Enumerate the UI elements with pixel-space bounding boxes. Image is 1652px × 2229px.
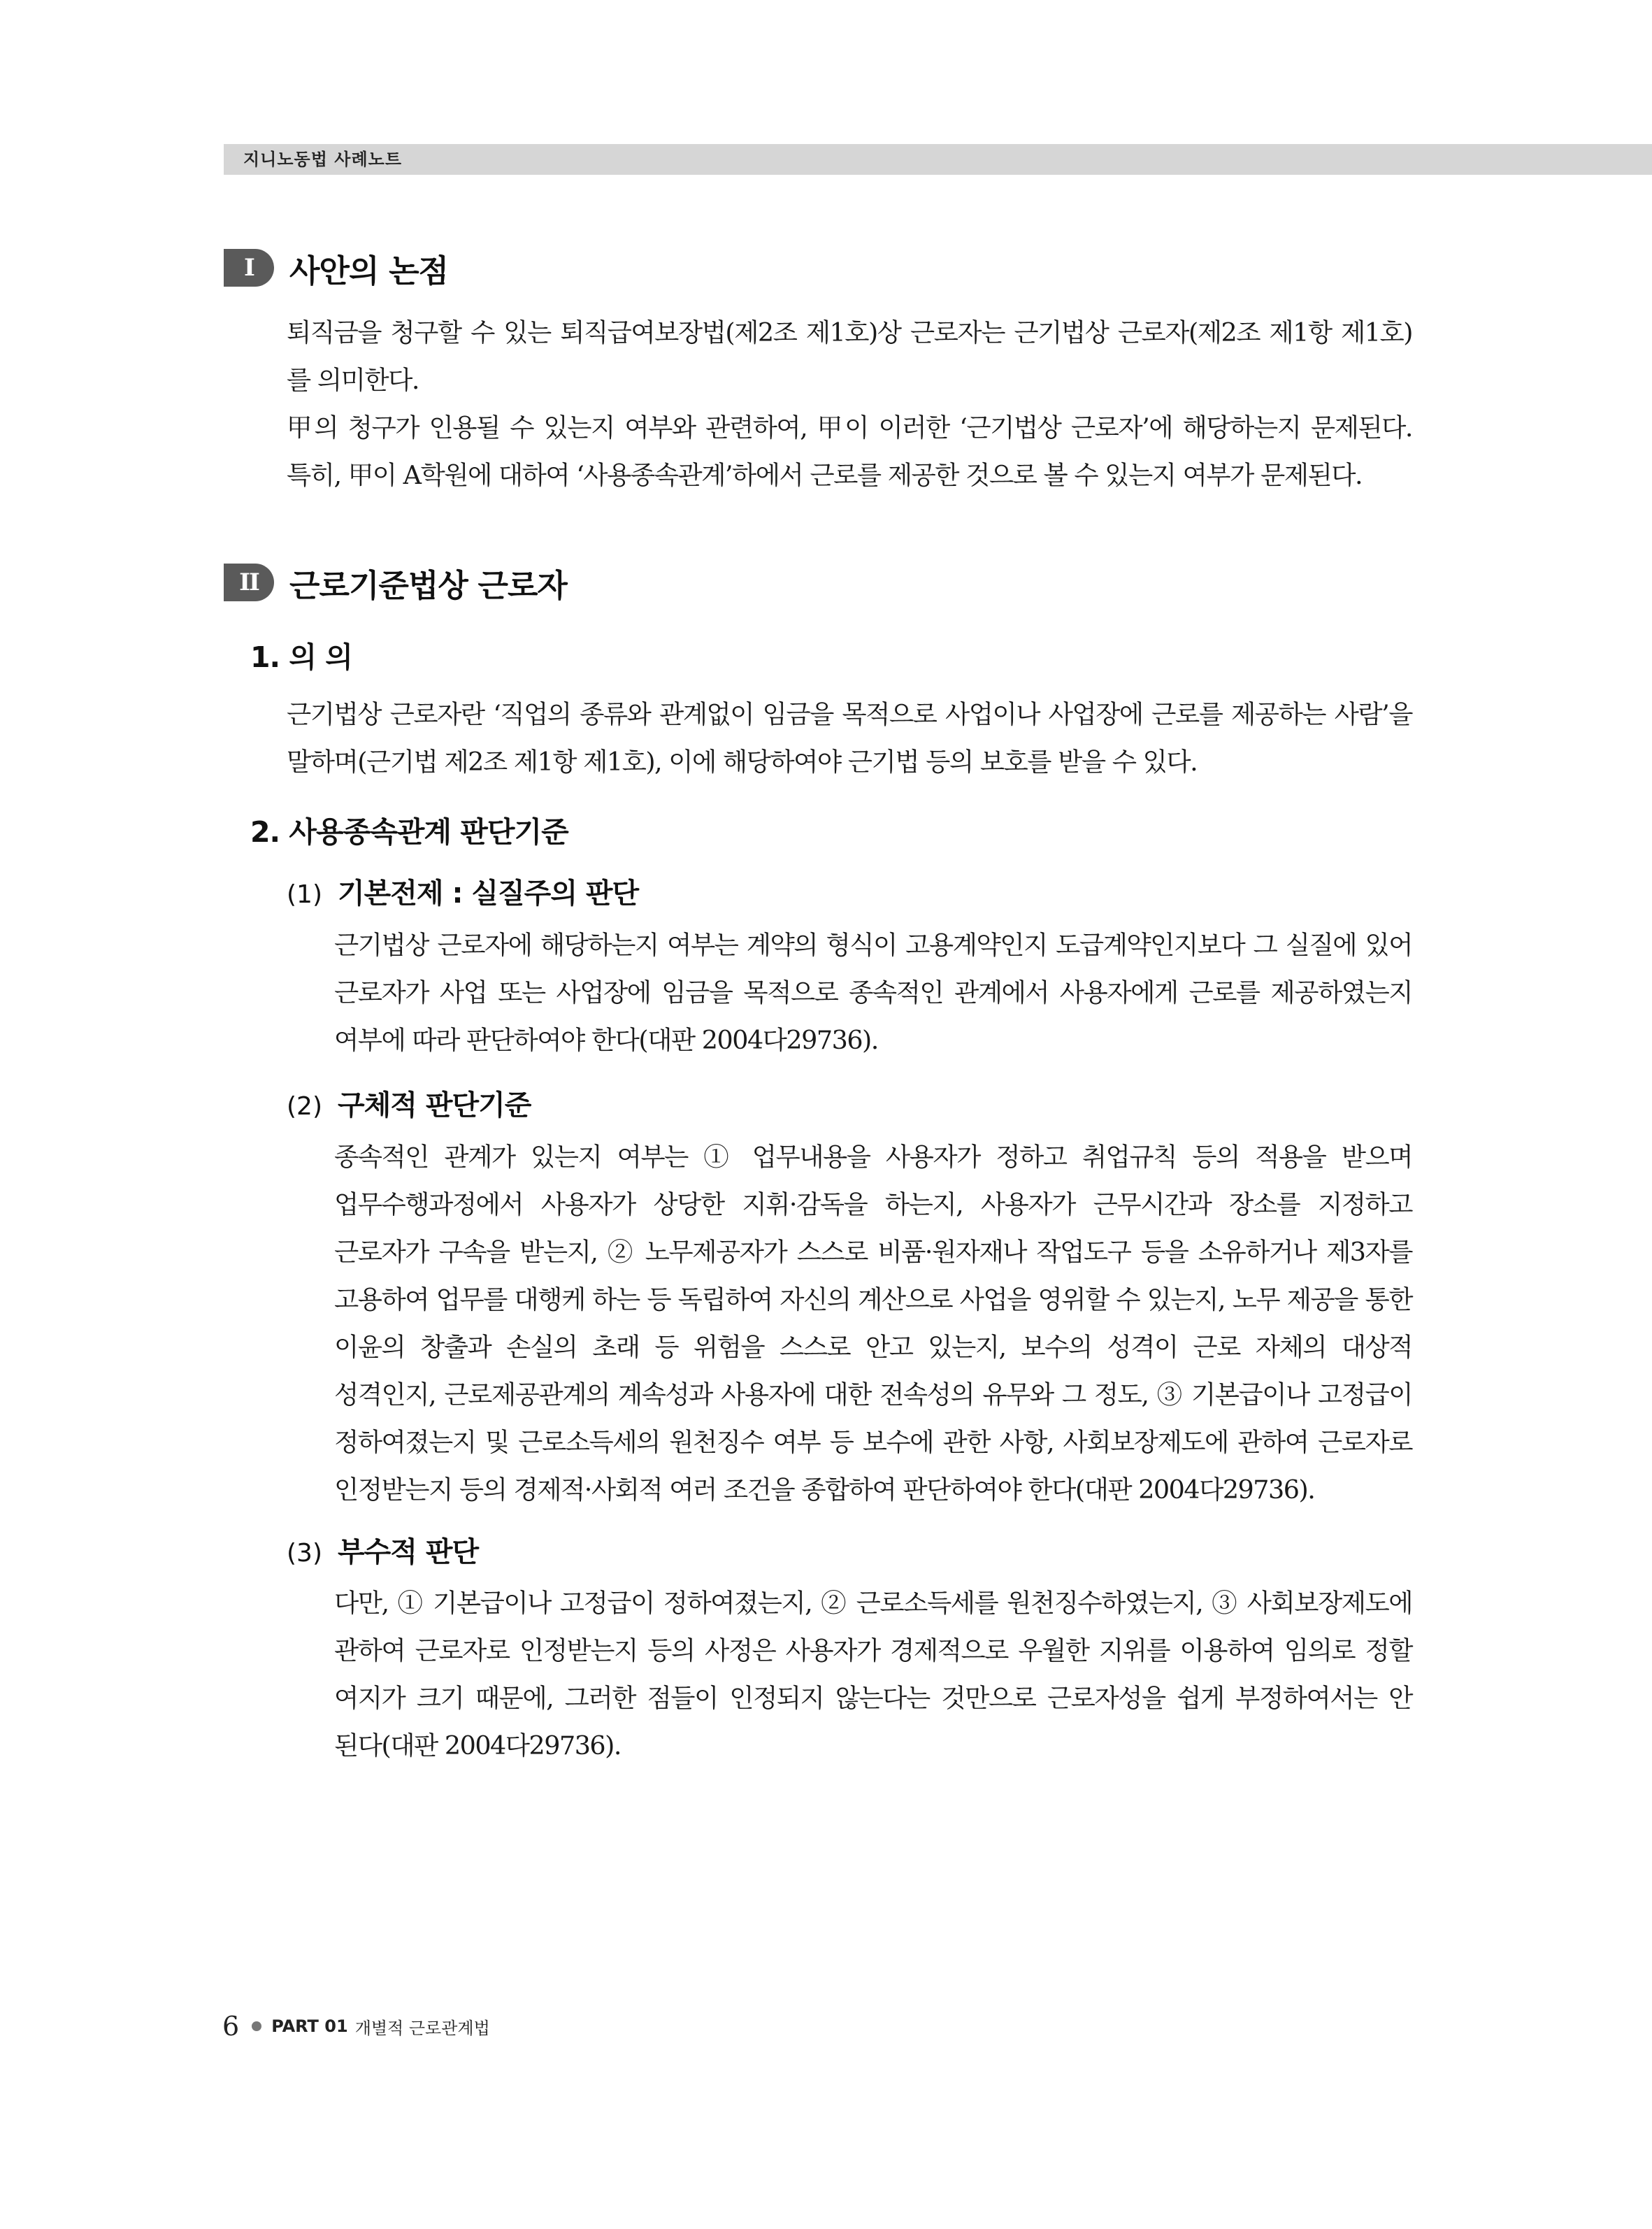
item-title: 기본전제 : 실질주의 판단 [338, 877, 639, 910]
subsection-heading: 2. 사용종속관계 판단기준 [250, 815, 568, 849]
page-footer [222, 2011, 490, 2042]
running-header-title: 지니노동법 사례노트 [243, 150, 403, 169]
page-number: 6 [222, 2011, 240, 2042]
item-title: 부수적 판단 [338, 1536, 479, 1568]
part-title: 개별적 근로관계법 [354, 2018, 490, 2038]
paragraph: 퇴직금을 청구할 수 있는 퇴직급여보장법(제2조 제1호)상 근로자는 근기법상 근로자(제2조 제1항 제1호)를 의미한다. [287, 317, 1412, 395]
item-number: (1) [287, 880, 322, 909]
section-heading-2 [224, 563, 567, 602]
section-heading-1 [224, 248, 448, 287]
subsection-heading: 1. 의 의 [250, 640, 352, 674]
section-numeral-badge: II [224, 564, 274, 601]
item-heading [287, 1086, 531, 1126]
item-heading [287, 1533, 478, 1573]
section-numeral-badge: I [224, 249, 274, 287]
paragraph: 甲의 청구가 인용될 수 있는지 여부와 관련하여, 甲이 이러한 ‘근기법상 근로자’에 해당하는지 문제된다. 특히, 甲이 A학원에 대하여 ‘사용종속관계’하에서 근로를 제공한 것으로 볼 수 있는지 여부가 문제된다. [287, 413, 1412, 490]
item-heading [287, 874, 638, 915]
section-title: 사안의 논점 [289, 252, 449, 289]
part-label: PART 01 [271, 2016, 348, 2036]
item-title: 구체적 판단기준 [338, 1089, 531, 1121]
item-number: (3) [287, 1539, 322, 1568]
paragraph: 근기법상 근로자에 해당하는지 여부는 계약의 형식이 고용계약인지 도급계약인지보다 그 실질에 있어 근로자가 사업 또는 사업장에 임금을 목적으로 종속적인 관계에서 사용자에게 근로를 제공하였는지 여부에 따라 판단하여야 한다(대판 2004다29736). [334, 930, 1412, 1055]
paragraph: 근기법상 근로자란 ‘직업의 종류와 관계없이 임금을 목적으로 사업이나 사업장에 근로를 제공하는 사람’을 말하며(근기법 제2조 제1항 제1호), 이에 해당하여야 근기법 등의 보호를 받을 수 있다. [287, 699, 1412, 777]
bullet-dot-icon [252, 2021, 261, 2031]
running-header-bar [224, 144, 1652, 175]
paragraph: 종속적인 관계가 있는지 여부는 ① 업무내용을 사용자가 정하고 취업규칙 등의 적용을 받으며 업무수행과정에서 사용자가 상당한 지휘·감독을 하는지, 사용자가 근무시간과 장소를 지정하고 근로자가 구속을 받는지, ② 노무제공자가 스스로 비품·원자재나 작업도구 등을 소유하거나 제3자를 고용하여 업무를 대행케 하는 등 독립하여 자신의 계산으로 사업을 영위할 수 있는지, 노무 제공을 통한 이윤의 창출과 손실의 초래 등 위험을 스스로 안고 있는지, 보수의 성격이 근로 자체의 대상적 성격인지, 근로제공관계의 계속성과 사용자에 대한 전속성의 유무와 그 정도, ③ 기본급이나 고정급이 정하여졌는지 및 근로소득세의 원천징수 여부 등 보수에 관한 사항, 사회보장제도에 관하여 근로자로 인정받는지 등의 경제적·사회적 여러 조건을 종합하여 판단하여야 한다(대판 2004다29736). [334, 1142, 1412, 1505]
item-number: (2) [287, 1092, 322, 1121]
section-title: 근로기준법상 근로자 [289, 566, 567, 604]
paragraph: 다만, ① 기본급이나 고정급이 정하여졌는지, ② 근로소득세를 원천징수하였는지, ③ 사회보장제도에 관하여 근로자로 인정받는지 등의 사정은 사용자가 경제적으로 우월한 지위를 이용하여 임의로 정할 여지가 크기 때문에, 그러한 점들이 인정되지 않는다는 것만으로 근로자성을 쉽게 부정하여서는 안 된다(대판 2004다29736). [334, 1588, 1412, 1761]
